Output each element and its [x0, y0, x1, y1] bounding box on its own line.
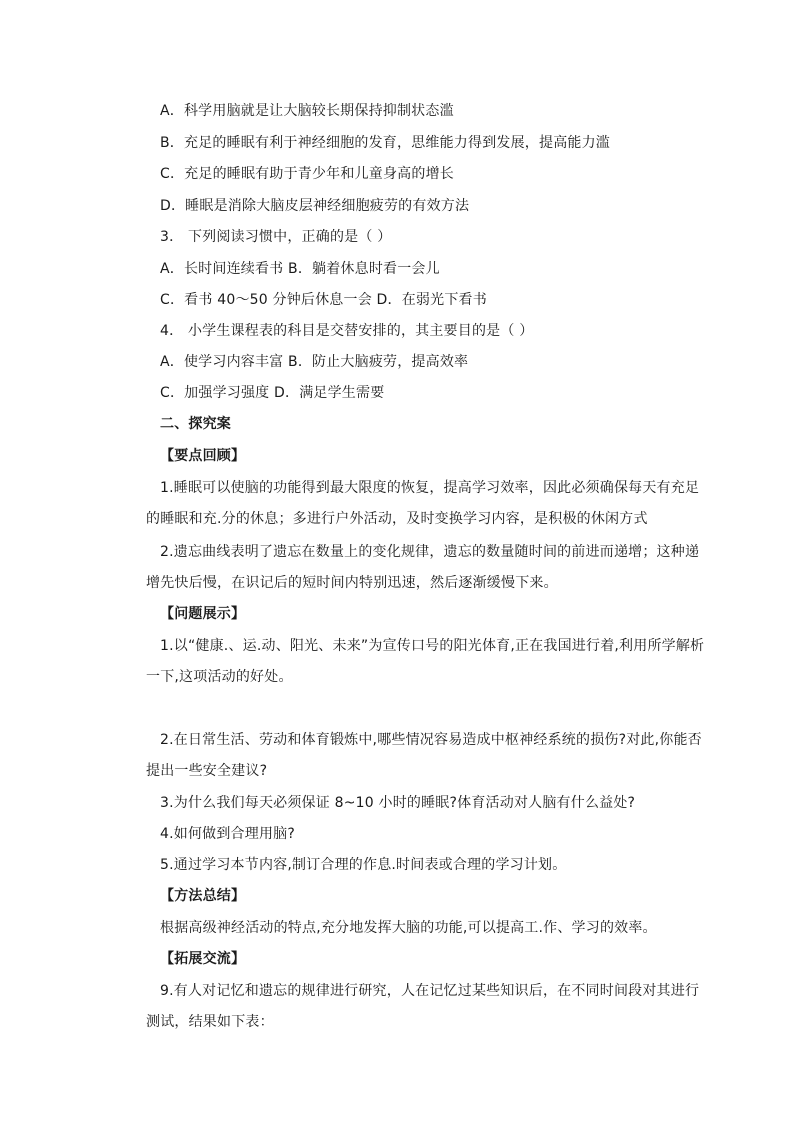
problem-5: 5.通过学习本节内容,制订合理的作息.时间表或合理的学习计划。	[160, 857, 567, 873]
option-c-q2: C．充足的睡眠有助于青少年和儿童身高的增长	[160, 166, 454, 182]
question-9-line2: 测试，结果如下表：	[146, 1014, 274, 1030]
question-9-line1: 9.有人对记忆和遗忘的规律进行研究，人在记忆过某些知识后，在不同时间段对其进行	[160, 983, 700, 999]
option-a-q2: A．科学用脑就是让大脑较长期保持抑制状态滥	[160, 103, 454, 119]
option-d-q2: D．睡眠是消除大脑皮层神经细胞疲劳的有效方法	[160, 198, 470, 214]
question-3: 3． 下列阅读习惯中，正确的是（ ）	[160, 229, 392, 245]
question-4: 4． 小学生课程表的科目是交替安排的，其主要目的是（ ）	[160, 323, 534, 339]
heading-problem-display: 【问题展示】	[160, 606, 246, 622]
key-point-1-line2: 的睡眠和充.分的休息；多进行户外活动，及时变换学习内容，是积极的休闲方式	[146, 511, 648, 527]
problem-2-line1: 2.在日常生活、劳动和体育锻炼中,哪些情况容易造成中枢神经系统的损伤?对此,你能否	[160, 732, 702, 748]
problem-3: 3.为什么我们每天必须保证 8~10 小时的睡眠?体育活动对人脑有什么益处?	[160, 795, 636, 811]
options-ab-q3: A．长时间连续看书 B．躺着休息时看一会儿	[160, 261, 440, 277]
method-summary-text: 根据高级神经活动的特点,充分地发挥大脑的功能,可以提高工.作、学习的效率。	[160, 920, 657, 936]
problem-1-line2: 一下,这项活动的好处。	[146, 669, 293, 685]
options-cd-q4: C．加强学习强度 D．满足学生需要	[160, 385, 385, 401]
heading-key-points: 【要点回顾】	[160, 448, 246, 464]
key-point-2-line2: 增先快后慢，在识记后的短时间内特别迅速，然后逐渐缓慢下来。	[146, 575, 558, 591]
key-point-1-line1: 1.睡眠可以使脑的功能得到最大限度的恢复，提高学习效率，因此必须确保每天有充足	[160, 480, 700, 496]
key-point-2-line1: 2.遗忘曲线表明了遗忘在数量上的变化规律，遗忘的数量随时间的前进而递增；这种递	[160, 544, 700, 560]
problem-2-line2: 提出一些安全建议?	[146, 763, 268, 779]
options-cd-q3: C．看书 40～50 分钟后休息一会 D．在弱光下看书	[160, 292, 487, 308]
problem-1-line1: 1.以“健康.、运.动、阳光、未来”为宣传口号的阳光体育,正在我国进行着,利用所学解析	[160, 638, 705, 654]
section-heading-explore: 二、探究案	[160, 416, 231, 432]
heading-extension: 【拓展交流】	[160, 951, 246, 967]
options-ab-q4: A．使学习内容丰富 B．防止大脑疲劳，提高效率	[160, 354, 469, 370]
heading-method-summary: 【方法总结】	[160, 888, 246, 904]
option-b-q2: B．充足的睡眠有利于神经细胞的发育，思维能力得到发展，提高能力滥	[160, 135, 611, 151]
problem-4: 4.如何做到合理用脑?	[160, 826, 295, 842]
